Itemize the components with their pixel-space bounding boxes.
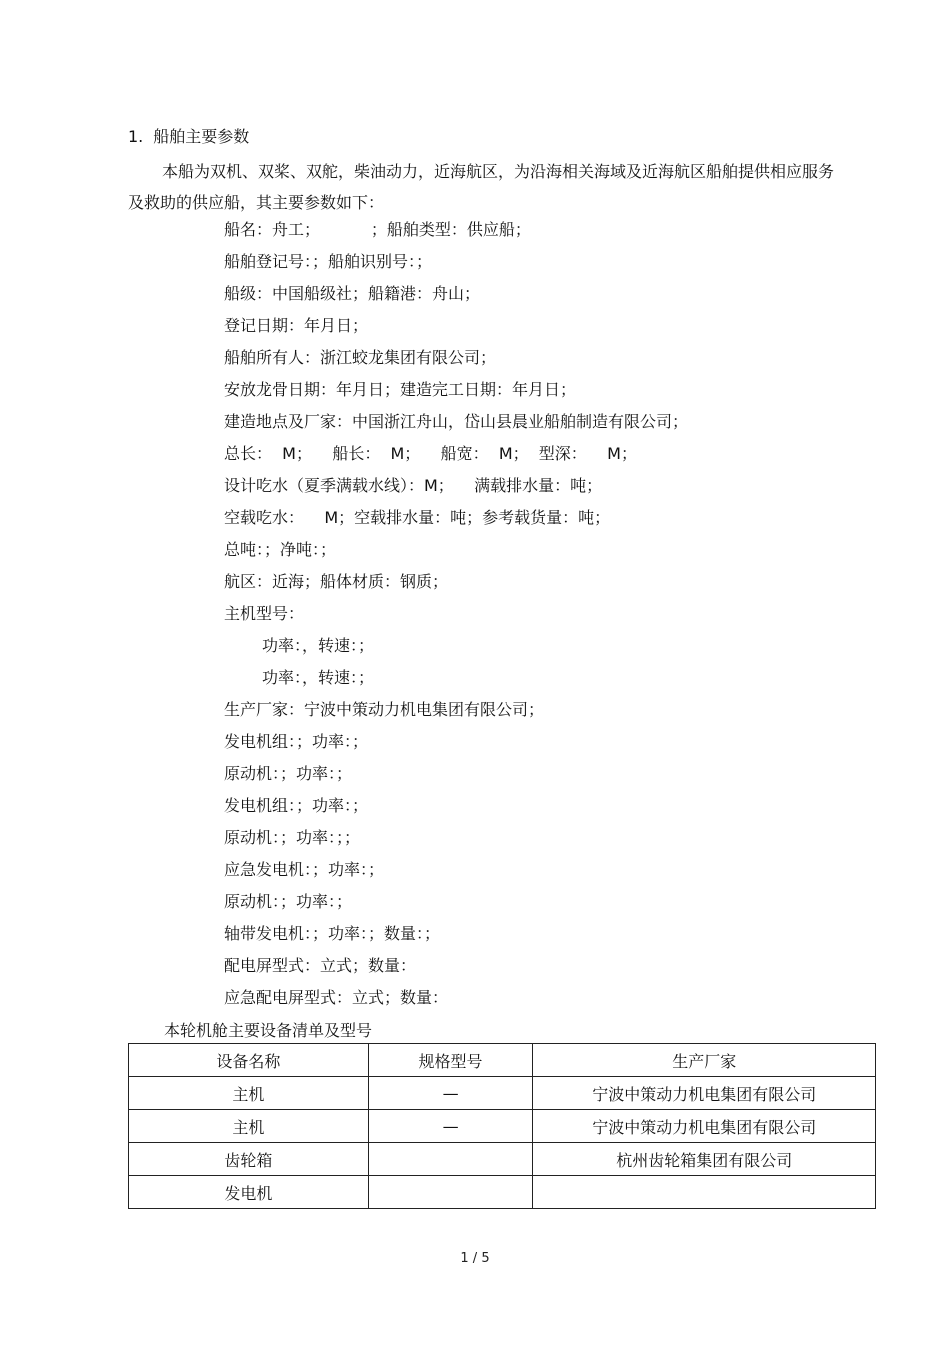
table-cell	[368, 1143, 533, 1176]
table-cell	[368, 1176, 533, 1209]
parameter-line: 发电机组：；功率：；	[224, 796, 369, 815]
equipment-table	[128, 1043, 876, 1209]
parameter-line: 主机型号：	[224, 604, 305, 623]
header-spec-model: 规格型号	[368, 1044, 533, 1077]
parameter-line: 原动机：；功率：；；	[224, 828, 361, 847]
parameter-line: 功率：，转速：；	[262, 668, 375, 687]
parameter-line: 空载吃水： M；空载排水量：吨；参考载货量：吨；	[224, 508, 611, 527]
section-heading	[128, 124, 249, 147]
table-title: 本轮机舱主要设备清单及型号	[164, 1021, 373, 1040]
parameter-line: 原动机：；功率：；	[224, 892, 353, 911]
parameter-line: 生产厂家：宁波中策动力机电集团有限公司；	[224, 700, 545, 719]
parameter-line: 应急发电机：；功率：；	[224, 860, 385, 879]
table-row	[129, 1110, 876, 1143]
parameter-line: 船舶登记号：；船舶识别号：；	[224, 252, 433, 271]
parameter-line: 配电屏型式：立式；数量：	[224, 956, 417, 975]
parameter-line: 航区：近海；船体材质：钢质；	[224, 572, 449, 591]
parameter-line: 应急配电屏型式：立式；数量：	[224, 988, 449, 1007]
table-row	[129, 1077, 876, 1110]
table-header-row	[129, 1044, 876, 1077]
parameter-line: 安放龙骨日期：年月日；建造完工日期：年月日；	[224, 380, 577, 399]
parameter-line: 设计吃水（夏季满载水线）：M； 满载排水量：吨；	[224, 476, 603, 495]
table-row	[129, 1143, 876, 1176]
parameter-line: 船名：舟工； ；船舶类型：供应船；	[224, 220, 531, 239]
header-equipment-name: 设备名称	[129, 1044, 369, 1077]
section-title: 船舶主要参数	[153, 127, 250, 146]
table-cell: 宁波中策动力机电集团有限公司	[533, 1077, 876, 1110]
table-cell: —	[368, 1077, 533, 1110]
table-cell: 主机	[129, 1110, 369, 1143]
table-cell: 主机	[129, 1077, 369, 1110]
table-row	[129, 1176, 876, 1209]
table-cell: 发电机	[129, 1176, 369, 1209]
parameter-line: 原动机：；功率：；	[224, 764, 353, 783]
parameter-line: 船舶所有人：浙江蛟龙集团有限公司；	[224, 348, 497, 367]
section-number: 1.	[128, 127, 144, 146]
parameter-line: 功率：，转速：；	[262, 636, 375, 655]
parameter-list	[224, 218, 688, 1018]
parameter-line: 发电机组：；功率：；	[224, 732, 369, 751]
parameter-line: 总长： M； 船长： M； 船宽： M； 型深： M；	[224, 444, 637, 463]
parameter-line: 船级：中国船级社；船籍港：舟山；	[224, 284, 481, 303]
parameter-line: 轴带发电机：；功率：；数量：；	[224, 924, 441, 943]
parameter-line: 登记日期：年月日；	[224, 316, 369, 335]
intro-paragraph: 本船为双机、双桨、双舵，柴油动力，近海航区，为沿海相关海域及近海航区船舶提供相应服务及救助的供应船，其主要参数如下：	[128, 162, 835, 212]
table-cell: 杭州齿轮箱集团有限公司	[533, 1143, 876, 1176]
page-number: 1 / 5	[460, 1251, 490, 1266]
table-cell: 齿轮箱	[129, 1143, 369, 1176]
parameter-line: 建造地点及厂家：中国浙江舟山，岱山县晨业船舶制造有限公司；	[224, 412, 689, 431]
header-manufacturer: 生产厂家	[533, 1044, 876, 1077]
table-cell: —	[368, 1110, 533, 1143]
table-cell: 宁波中策动力机电集团有限公司	[533, 1110, 876, 1143]
table-cell	[533, 1176, 876, 1209]
parameter-line: 总吨：；净吨：；	[224, 540, 337, 559]
